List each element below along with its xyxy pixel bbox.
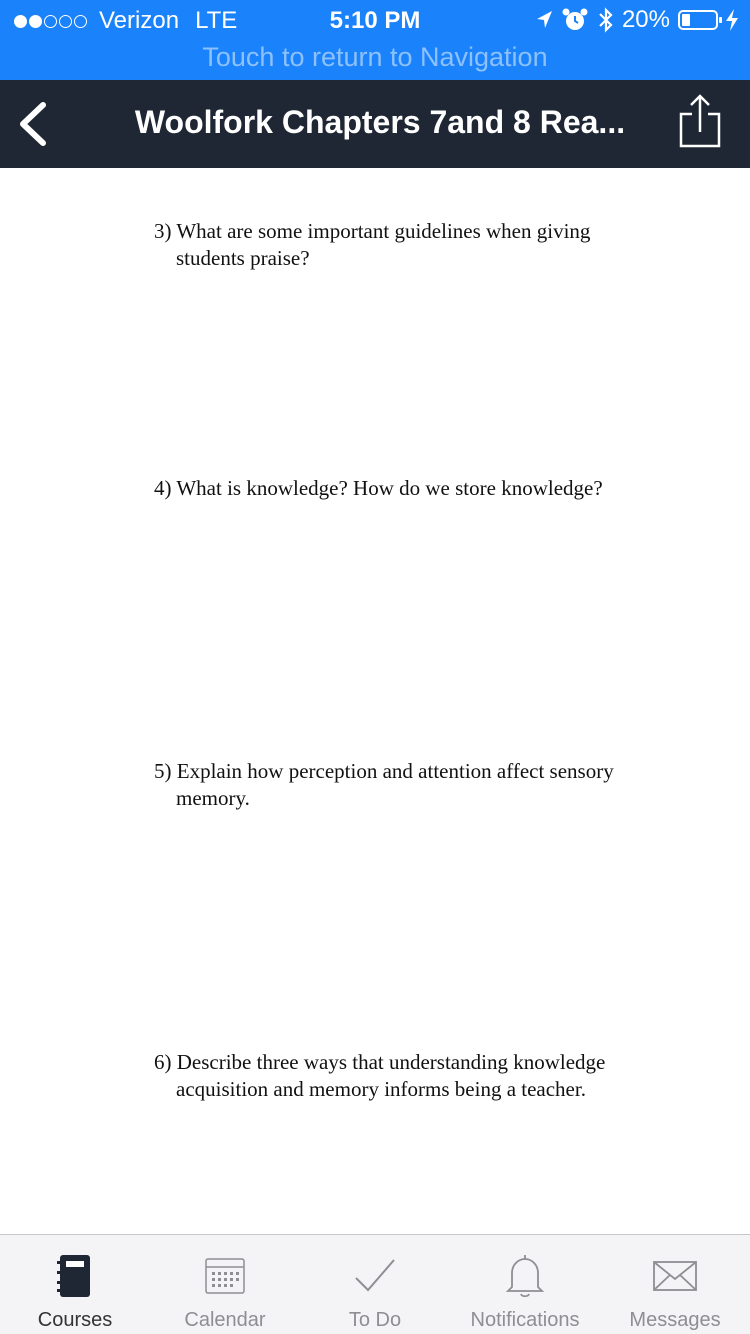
question-4: [154, 475, 654, 502]
battery-icon: [678, 9, 724, 31]
status-indicators: [534, 6, 740, 34]
status-row: [0, 0, 750, 40]
tab-label: Notifications: [470, 1309, 580, 1331]
tab-label: Courses: [37, 1309, 113, 1331]
tab-calendar[interactable]: [150, 1235, 300, 1334]
question-text-continued: memory.: [176, 786, 250, 810]
navigation-bar: [0, 80, 750, 168]
checkmark-icon: [350, 1251, 400, 1301]
charging-bolt-icon: [724, 8, 740, 32]
document-viewer[interactable]: [0, 168, 750, 1234]
status-bar: [0, 0, 750, 80]
status-time: 5:10 PM: [329, 7, 421, 34]
bell-icon: [500, 1251, 550, 1301]
envelope-icon: [650, 1251, 700, 1301]
chevron-left-icon: [17, 101, 47, 147]
question-text: 5) Explain how perception and attention affect sensory: [154, 759, 614, 783]
carrier-name: Verizon: [99, 7, 180, 34]
page-title: Woolfork Chapters 7and 8 Rea...: [134, 104, 626, 140]
question-text-continued: acquisition and memory informs being a teacher.: [176, 1077, 586, 1101]
battery-percent: 20%: [621, 6, 670, 33]
share-button[interactable]: [676, 92, 724, 156]
question-text: 3) What are some important guidelines when giving: [154, 219, 591, 243]
tab-label: Calendar: [184, 1309, 266, 1331]
tab-messages[interactable]: [600, 1235, 750, 1334]
question-6: [154, 1049, 654, 1103]
return-to-navigation-banner[interactable]: Touch to return to Navigation: [202, 42, 548, 72]
tab-notifications[interactable]: [450, 1235, 600, 1334]
tab-courses[interactable]: [0, 1235, 150, 1334]
question-text: 4) What is knowledge? How do we store knowledge?: [154, 476, 603, 500]
calendar-icon: [200, 1251, 250, 1301]
question-text-continued: students praise?: [176, 246, 310, 270]
back-button[interactable]: [10, 98, 54, 150]
location-arrow-icon: [534, 9, 554, 31]
notebook-icon: [50, 1251, 100, 1301]
share-icon: [676, 92, 724, 156]
tab-label: To Do: [348, 1309, 402, 1331]
question-5: [154, 758, 654, 812]
question-3: [154, 218, 654, 272]
bluetooth-icon: [596, 6, 616, 34]
tab-bar: [0, 1234, 750, 1334]
network-type: LTE: [195, 7, 238, 34]
alarm-clock-icon: [560, 7, 590, 33]
tab-label: Messages: [629, 1309, 721, 1331]
tab-to-do[interactable]: [300, 1235, 450, 1334]
question-text: 6) Describe three ways that understanding knowledge: [154, 1050, 606, 1074]
